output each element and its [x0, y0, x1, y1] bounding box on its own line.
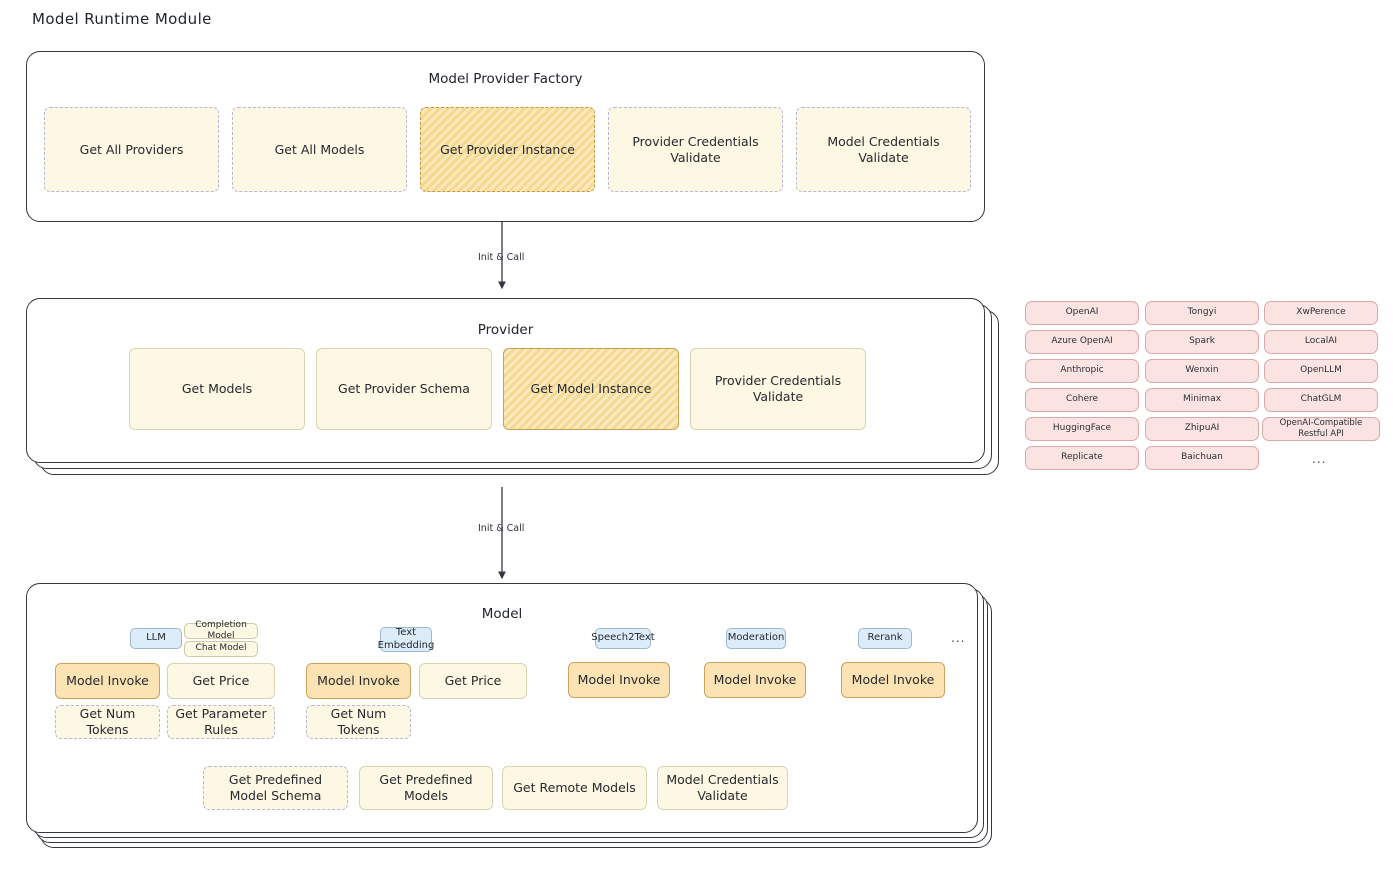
arrow-label-init-call-1: Init & Call [478, 252, 525, 263]
model-type-completion-model[interactable]: Completion Model [184, 623, 258, 639]
model-type-moderation[interactable]: Moderation [726, 628, 786, 649]
page-title: Model Runtime Module [32, 10, 212, 28]
node-get-models[interactable]: Get Models [129, 348, 305, 430]
arrow-label-init-call-2: Init & Call [478, 523, 525, 534]
model-label: Model [481, 606, 523, 622]
model-type-speech2text[interactable]: Speech2Text [595, 628, 651, 649]
node-get-provider-schema[interactable]: Get Provider Schema [316, 348, 492, 430]
node-llm-get-parameter-rules[interactable]: Get Parameter Rules [167, 705, 275, 739]
node-moderation-model-invoke[interactable]: Model Invoke [704, 662, 806, 698]
model-types-ellipsis: ... [951, 631, 966, 645]
node-get-provider-instance[interactable]: Get Provider Instance [420, 107, 595, 192]
provider-chip-openllm[interactable]: OpenLLM [1264, 359, 1378, 383]
provider-chip-wenxin[interactable]: Wenxin [1145, 359, 1259, 383]
provider-chip-replicate[interactable]: Replicate [1025, 446, 1139, 470]
provider-chip-openai[interactable]: OpenAI [1025, 301, 1139, 325]
provider-chip-tongyi[interactable]: Tongyi [1145, 301, 1259, 325]
provider-label: Provider [477, 322, 534, 338]
node-llm-get-num-tokens[interactable]: Get Num Tokens [55, 705, 160, 739]
node-get-predefined-models[interactable]: Get Predefined Models [359, 766, 493, 810]
node-model-credentials-validate[interactable]: Model Credentials Validate [796, 107, 971, 192]
node-provider-credentials-validate[interactable]: Provider Credentials Validate [608, 107, 783, 192]
node-get-predefined-model-schema[interactable]: Get Predefined Model Schema [203, 766, 348, 810]
node-rerank-model-invoke[interactable]: Model Invoke [841, 662, 945, 698]
node-get-all-models[interactable]: Get All Models [232, 107, 407, 192]
node-llm-model-invoke[interactable]: Model Invoke [55, 663, 160, 699]
provider-chip-minimax[interactable]: Minimax [1145, 388, 1259, 412]
provider-chip-anthropic[interactable]: Anthropic [1025, 359, 1139, 383]
provider-chip-xinference[interactable]: XwPerence [1264, 301, 1378, 325]
node-embedding-model-invoke[interactable]: Model Invoke [306, 663, 411, 699]
model-type-rerank[interactable]: Rerank [858, 628, 912, 649]
provider-chip-spark[interactable]: Spark [1145, 330, 1259, 354]
provider-chip-baichuan[interactable]: Baichuan [1145, 446, 1259, 470]
node-embedding-get-price[interactable]: Get Price [419, 663, 527, 699]
model-provider-factory-label: Model Provider Factory [428, 71, 583, 87]
provider-chip-azure-openai[interactable]: Azure OpenAI [1025, 330, 1139, 354]
node-model-credentials-validate-2[interactable]: Model Credentials Validate [657, 766, 788, 810]
node-get-all-providers[interactable]: Get All Providers [44, 107, 219, 192]
model-type-llm[interactable]: LLM [130, 628, 182, 649]
node-speech2text-model-invoke[interactable]: Model Invoke [568, 662, 670, 698]
node-provider-credentials-validate-2[interactable]: Provider Credentials Validate [690, 348, 866, 430]
node-get-remote-models[interactable]: Get Remote Models [502, 766, 647, 810]
provider-chip-chatglm[interactable]: ChatGLM [1264, 388, 1378, 412]
model-type-chat-model[interactable]: Chat Model [184, 641, 258, 657]
provider-chip-localai[interactable]: LocalAI [1264, 330, 1378, 354]
node-get-model-instance[interactable]: Get Model Instance [503, 348, 679, 430]
provider-chip-cohere[interactable]: Cohere [1025, 388, 1139, 412]
provider-chip-zhipuai[interactable]: ZhipuAI [1145, 417, 1259, 441]
provider-chip-openai-compatible[interactable]: OpenAI-Compatible Restful API [1262, 417, 1380, 441]
provider-chip-huggingface[interactable]: HuggingFace [1025, 417, 1139, 441]
node-embedding-get-num-tokens[interactable]: Get Num Tokens [306, 705, 411, 739]
provider-list-ellipsis: ... [1312, 452, 1327, 466]
node-llm-get-price[interactable]: Get Price [167, 663, 275, 699]
model-type-text-embedding[interactable]: Text Embedding [377, 627, 435, 651]
